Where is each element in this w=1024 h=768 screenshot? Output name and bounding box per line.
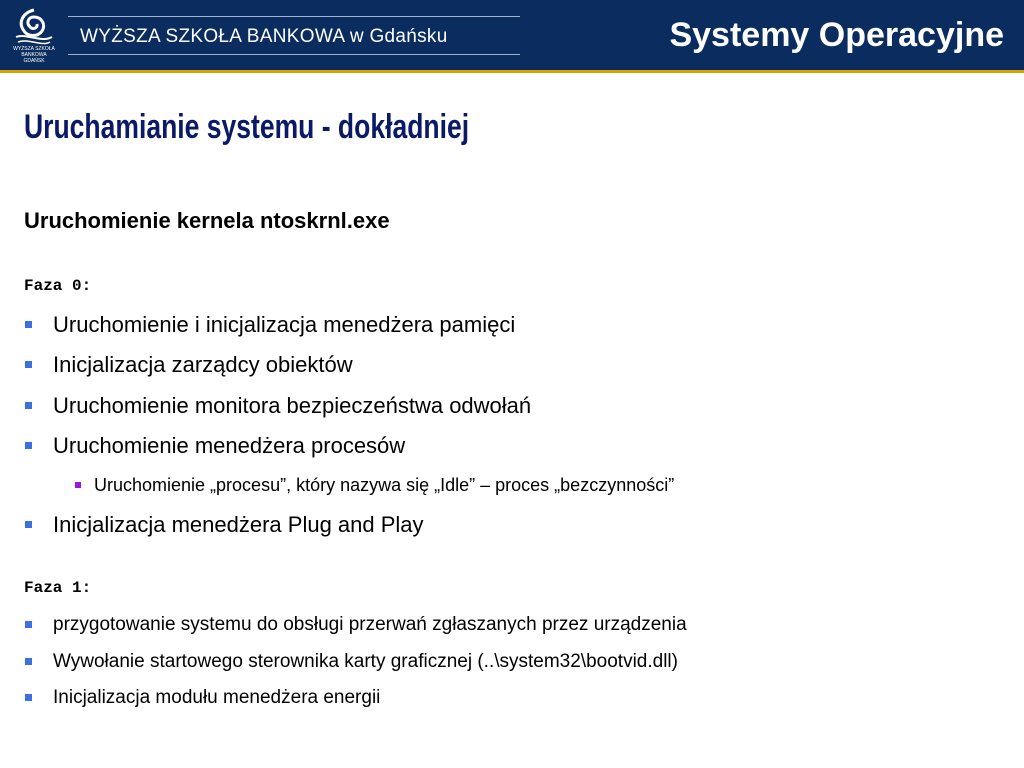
list-item-text: Inicjalizacja zarządcy obiektów [53, 352, 353, 377]
list-item [53, 433, 405, 459]
list-item [53, 512, 424, 538]
list-item-text: Uruchomienie i inicjalizacja menedżera pamięci [53, 312, 516, 337]
logo-emblem-icon [12, 7, 56, 47]
list-item-text: przygotowanie systemu do obsługi przerwań zgłaszanych przez urządzenia [53, 614, 687, 635]
sub-list-item [94, 475, 674, 496]
list-item [53, 687, 380, 709]
list-item-text: Uruchomienie menedżera procesów [53, 433, 406, 458]
course-title: Systemy Operacyjne [669, 16, 1004, 54]
slide-subtitle: Uruchomienie kernela ntoskrnl.exe [24, 208, 390, 233]
bullet-square-icon [25, 361, 32, 368]
list-item-text: Inicjalizacja menedżera Plug and Play [53, 512, 424, 537]
bullet-square-icon [25, 321, 32, 328]
phase0-label: Faza 0: [24, 277, 92, 295]
list-item-text: Wywołanie startowego sterownika karty graficznej (..\system32\bootvid.dll) [53, 651, 678, 672]
slide-title: Uruchamianie systemu - dokładniej [24, 108, 470, 146]
bullet-square-icon [25, 694, 32, 701]
bullet-square-icon [25, 621, 32, 628]
list-item [53, 651, 678, 673]
bullet-square-icon [25, 658, 32, 665]
list-item [53, 352, 353, 378]
list-item [53, 614, 687, 636]
school-name: WYŻSZA SZKOŁA BANKOWA w Gdańsku [80, 26, 448, 47]
list-item-text: Inicjalizacja modułu menedżera energii [53, 687, 381, 708]
logo-caption: WYŻSZA SZKOŁA BANKOWA GDAŃSK [13, 46, 55, 64]
list-item [53, 393, 531, 419]
list-item [53, 312, 515, 338]
bullet-square-icon [25, 521, 32, 528]
phase1-label: Faza 1: [24, 579, 92, 597]
bullet-square-icon [25, 442, 32, 449]
bullet-square-icon [25, 402, 32, 409]
sub-list-item-text: Uruchomienie „procesu”, który nazywa się „Idle” – proces „bezczynności” [94, 475, 675, 495]
sub-bullet-square-icon [75, 482, 81, 488]
header-bar [0, 0, 1024, 73]
list-item-text: Uruchomienie monitora bezpieczeństwa odwołań [53, 393, 532, 418]
